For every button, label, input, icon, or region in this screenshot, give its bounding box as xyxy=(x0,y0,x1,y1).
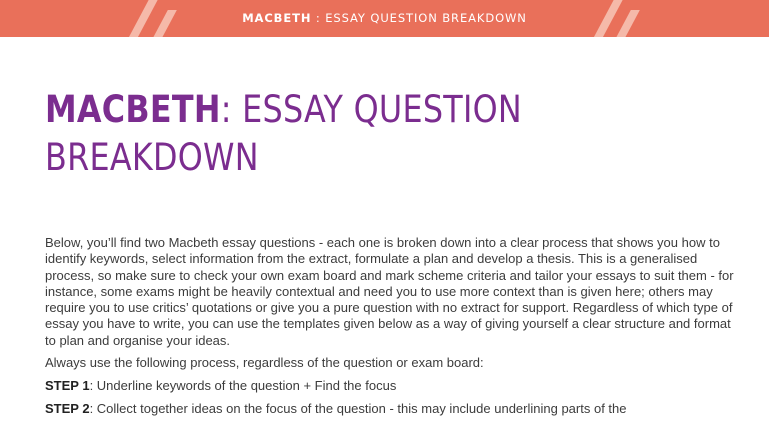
title-rest: : ESSAY QUESTION BREAKDOWN xyxy=(45,88,522,179)
intro-paragraph: Below, you’ll find two Macbeth essay questions - each one is broken down into a clear process that shows you how to identify keywords, select information from the extract, formulate a plan and develop a thesis. This is a generalised process, so make sure to check your own exam board and mark scheme criteria and tailor your essays to suit them - for instance, some exams might be heavily contextual and need you to use more context than is given here; others may require you to use critics’ quotations or give you a pure question with no extract for support. Regardless of which type of essay you have to write, you can use the templates given below as a way of giving yourself a clear structure and format to plan and organise your ideas. xyxy=(45,235,734,348)
step-1 xyxy=(45,378,735,394)
step-2 xyxy=(45,401,735,417)
header-subtitle: ESSAY QUESTION BREAKDOWN xyxy=(325,11,527,25)
header-separator: : xyxy=(311,11,326,25)
document-body xyxy=(45,235,735,423)
header-band xyxy=(0,0,769,37)
header-brand: MACBETH xyxy=(242,11,312,25)
step-1-label: STEP 1 xyxy=(45,378,90,394)
title-brand: MACBETH xyxy=(45,88,221,131)
page-title xyxy=(45,86,630,182)
step-2-label: STEP 2 xyxy=(45,400,90,416)
step-2-text: : Collect together ideas on the focus of the question - this may include underlining parts of the xyxy=(89,400,627,416)
running-header xyxy=(0,11,769,25)
process-intro: Always use the following process, regardless of the question or exam board: xyxy=(45,355,484,371)
step-1-text: : Underline keywords of the question + Find the focus xyxy=(89,378,397,394)
